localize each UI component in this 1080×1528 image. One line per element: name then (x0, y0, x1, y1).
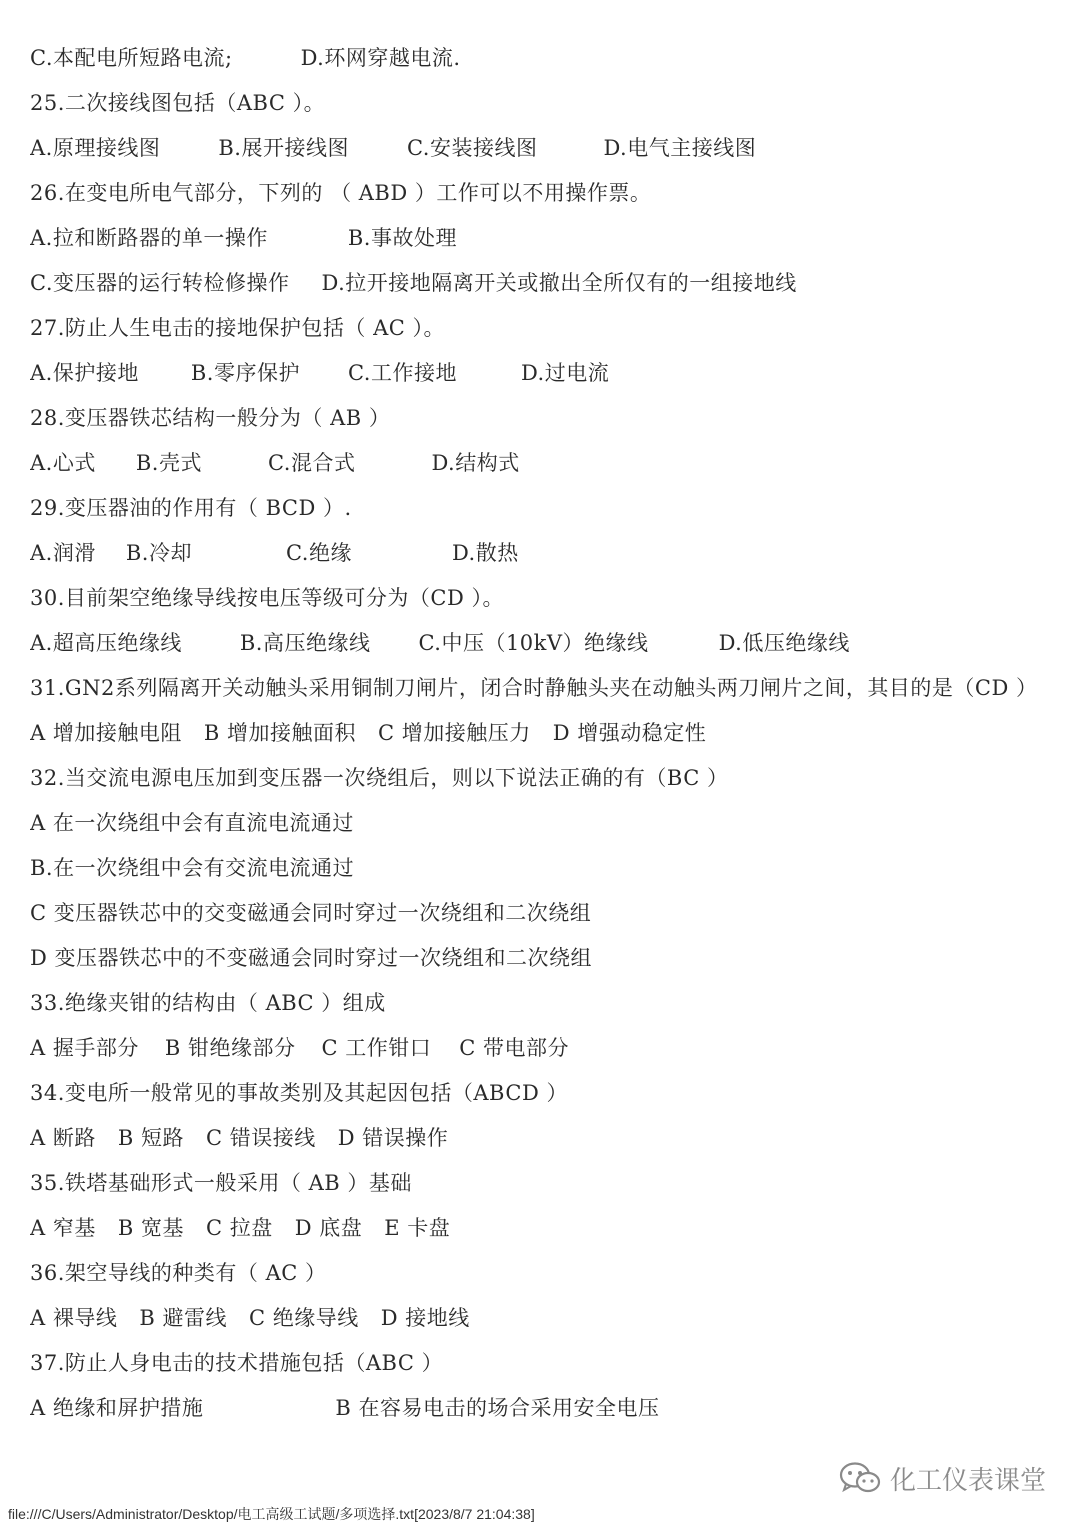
text-line (30, 940, 1070, 985)
text-segment: A 绝缘和屏护措施 (30, 1396, 204, 1420)
options-line (30, 1120, 1070, 1165)
text-line (30, 1075, 1070, 1120)
options-line (30, 1030, 1070, 1075)
text-line (30, 760, 1070, 805)
text-segment: A 裸导线 (30, 1306, 118, 1330)
text-segment: C 绝缘导线 (248, 1306, 359, 1330)
text-line (30, 1165, 1070, 1210)
text-segment: D 错误操作 (337, 1126, 449, 1150)
text-line (30, 400, 1070, 445)
text-segment: C 带电部分 (459, 1036, 569, 1060)
text-segment: B.高压绝缘线 (239, 631, 371, 655)
options-line (30, 1390, 1070, 1435)
text-segment: B 短路 (117, 1126, 184, 1150)
text-segment: A 窄基 (30, 1216, 96, 1240)
text-segment: C 变压器铁芯中的交变磁通会同时穿过一次绕组和二次绕组 (30, 901, 592, 925)
options-line (30, 130, 1070, 175)
text-segment: 32.当交流电源电压加到变压器一次绕组后，则以下说法正确的有（BC ） (30, 766, 729, 790)
text-line (30, 310, 1070, 355)
text-segment: 27.防止人生电击的接地保护包括（ AC ）。 (30, 316, 445, 340)
options-line (30, 220, 1070, 265)
text-segment: D 增强动稳定性 (552, 721, 707, 745)
text-line (30, 490, 1070, 535)
text-segment: A 断路 (30, 1126, 96, 1150)
text-segment: D.环网穿越电流. (300, 46, 461, 70)
text-line (30, 670, 1070, 715)
text-segment: C.中压（10kV）绝缘线 (418, 631, 649, 655)
text-segment: D.结构式 (431, 451, 520, 475)
text-segment: B 在容易电击的场合采用安全电压 (335, 1396, 660, 1420)
text-line (30, 355, 1070, 400)
text-segment: B.零序保护 (190, 361, 300, 385)
text-segment: B.壳式 (135, 451, 202, 475)
text-segment: C.工作接地 (347, 361, 457, 385)
text-segment: A.心式 (30, 451, 96, 475)
text-segment: 34.变电所一般常见的事故类别及其起因包括（ABCD ） (30, 1081, 568, 1105)
text-segment: 31.GN2系列隔离开关动触头采用铜制刀闸片，闭合时静触头夹在动触头两刀闸片之间，其目的是（CD ） (30, 676, 1038, 700)
text-segment: 35.铁塔基础形式一般采用（ AB ）基础 (30, 1171, 412, 1195)
text-segment: A 增加接触电阻 (30, 721, 182, 745)
text-segment: 29.变压器油的作用有（ BCD ）. (30, 496, 352, 520)
text-segment: D 变压器铁芯中的不变磁通会同时穿过一次绕组和二次绕组 (30, 946, 593, 970)
text-segment: A.保护接地 (30, 361, 139, 385)
watermark-text: 化工仪表课堂 (889, 1465, 1046, 1496)
text-segment: A 握手部分 (30, 1036, 139, 1060)
text-segment: B 避雷线 (139, 1306, 227, 1330)
text-segment: C 工作钳口 (321, 1036, 432, 1060)
text-segment: C 增加接触压力 (377, 721, 531, 745)
options-line (30, 1300, 1070, 1345)
text-segment: D 接地线 (380, 1306, 470, 1330)
text-segment: D.散热 (451, 541, 519, 565)
text-segment: A.润滑 (30, 541, 96, 565)
text-line (30, 850, 1070, 895)
text-segment: 36.架空导线的种类有（ AC ） (30, 1261, 327, 1285)
options-line (30, 1210, 1070, 1255)
text-segment: 26.在变电所电气部分，下列的 （ ABD ）工作可以不用操作票。 (30, 181, 652, 205)
text-segment: A.超高压绝缘线 (30, 631, 182, 655)
file-path-footer: file:///C/Users/Administrator/Desktop/电工高级工试题/多项选择.txt[2023/8/7 21:04:38] (8, 1506, 535, 1522)
text-segment: D.拉开接地隔离开关或撤出全所仅有的一组接地线 (321, 271, 797, 295)
text-segment: B 钳绝缘部分 (164, 1036, 296, 1060)
text-segment: C.混合式 (267, 451, 356, 475)
text-line (30, 1345, 1070, 1390)
options-line (30, 40, 1070, 85)
text-segment: D.过电流 (520, 361, 610, 385)
text-segment: C 拉盘 (205, 1216, 273, 1240)
text-segment: A.原理接线图 (30, 136, 161, 160)
text-segment: 37.防止人身电击的技术措施包括（ABC ） (30, 1351, 444, 1375)
text-segment: D.低压绝缘线 (718, 631, 850, 655)
text-segment: D.电气主接线图 (603, 136, 757, 160)
text-segment: 25.二次接线图包括（ABC ）。 (30, 91, 326, 115)
text-segment: B.在一次绕组中会有交流电流通过 (30, 856, 355, 880)
text-segment: 30.目前架空绝缘导线按电压等级可分为（CD ）。 (30, 586, 504, 610)
text-segment: C.绝缘 (285, 541, 352, 565)
text-line (30, 265, 1070, 310)
text-line (30, 535, 1070, 580)
text-line (30, 445, 1070, 490)
text-segment: B 宽基 (117, 1216, 184, 1240)
text-line (30, 580, 1070, 625)
text-line (30, 715, 1070, 760)
text-segment: B.事故处理 (347, 226, 457, 250)
text-line (30, 985, 1070, 1030)
wechat-icon (838, 1460, 882, 1496)
text-line (30, 625, 1070, 670)
text-segment: E 卡盘 (384, 1216, 451, 1240)
text-segment: C 错误接线 (205, 1126, 316, 1150)
text-segment: B.冷却 (125, 541, 192, 565)
text-segment: A 在一次绕组中会有直流电流通过 (30, 811, 354, 835)
text-segment: C.安装接线图 (406, 136, 538, 160)
text-segment: 28.变压器铁芯结构一般分为（ AB ） (30, 406, 391, 430)
question-list (30, 40, 1070, 1435)
text-segment: 33.绝缘夹钳的结构由（ ABC ）组成 (30, 991, 386, 1015)
watermark (838, 1458, 1046, 1498)
text-segment: D 底盘 (294, 1216, 363, 1240)
text-segment: C.本配电所短路电流; (30, 46, 233, 70)
text-line (30, 805, 1070, 850)
text-segment: C.变压器的运行转检修操作 (30, 271, 290, 295)
text-line (30, 85, 1070, 130)
text-segment: B.展开接线图 (218, 136, 349, 160)
text-line (30, 895, 1070, 940)
text-line (30, 175, 1070, 220)
text-segment: B 增加接触面积 (203, 721, 356, 745)
text-segment: A.拉和断路器的单一操作 (30, 226, 268, 250)
text-line (30, 1255, 1070, 1300)
